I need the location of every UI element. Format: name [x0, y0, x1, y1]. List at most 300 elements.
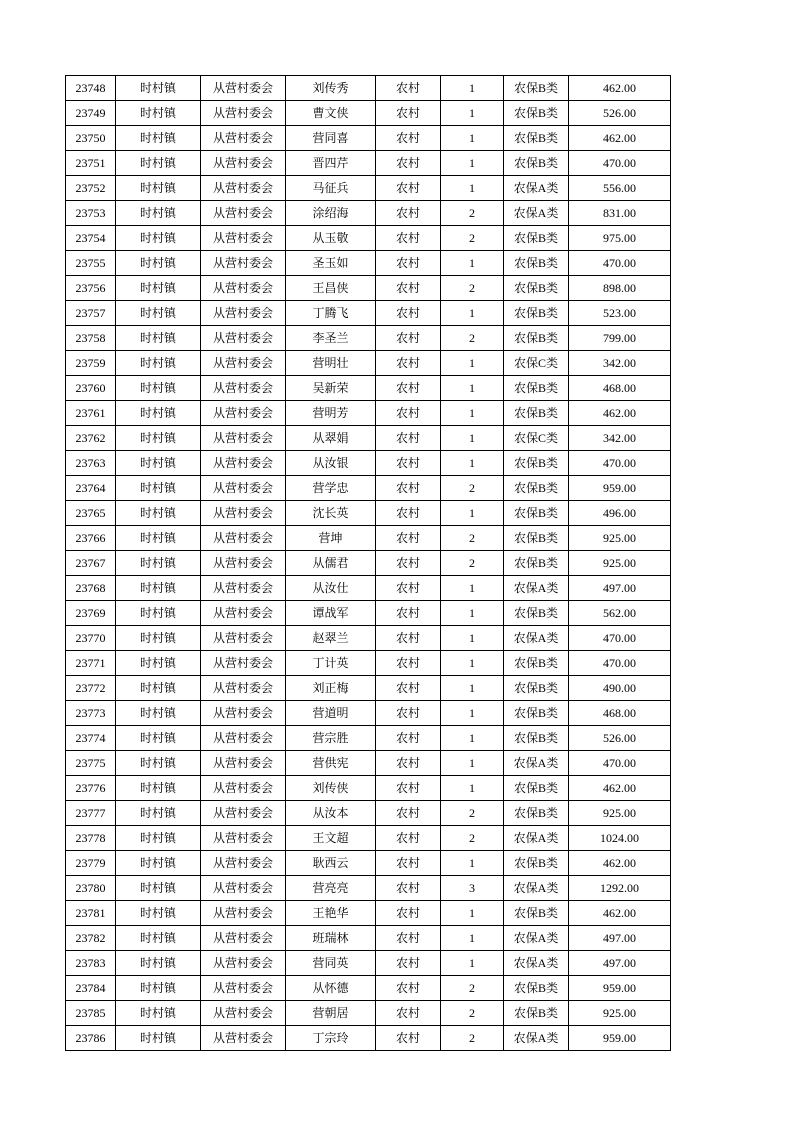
cell-village-committee: 从营村委会 [201, 426, 286, 451]
cell-serial-number: 23765 [66, 501, 116, 526]
cell-town: 时村镇 [116, 951, 201, 976]
cell-amount: 468.00 [569, 376, 671, 401]
cell-person-name: 丁腾飞 [286, 301, 376, 326]
cell-insurance-category: 农保A类 [504, 626, 569, 651]
cell-residence-type: 农村 [376, 301, 441, 326]
table-row [66, 676, 671, 701]
cell-serial-number: 23779 [66, 851, 116, 876]
cell-serial-number: 23774 [66, 726, 116, 751]
cell-village-committee: 从营村委会 [201, 201, 286, 226]
cell-insurance-category: 农保B类 [504, 901, 569, 926]
cell-person-count: 2 [441, 976, 504, 1001]
cell-serial-number: 23772 [66, 676, 116, 701]
cell-town: 时村镇 [116, 426, 201, 451]
cell-village-committee: 从营村委会 [201, 876, 286, 901]
cell-residence-type: 农村 [376, 201, 441, 226]
cell-serial-number: 23778 [66, 826, 116, 851]
cell-residence-type: 农村 [376, 426, 441, 451]
cell-person-name: 营宗胜 [286, 726, 376, 751]
cell-person-name: 营亮亮 [286, 876, 376, 901]
table-row [66, 901, 671, 926]
cell-serial-number: 23767 [66, 551, 116, 576]
cell-amount: 831.00 [569, 201, 671, 226]
cell-amount: 342.00 [569, 351, 671, 376]
cell-residence-type: 农村 [376, 101, 441, 126]
cell-village-committee: 从营村委会 [201, 276, 286, 301]
cell-insurance-category: 农保B类 [504, 476, 569, 501]
cell-insurance-category: 农保B类 [504, 126, 569, 151]
cell-amount: 1024.00 [569, 826, 671, 851]
cell-town: 时村镇 [116, 651, 201, 676]
cell-person-count: 1 [441, 601, 504, 626]
cell-serial-number: 23759 [66, 351, 116, 376]
cell-residence-type: 农村 [376, 801, 441, 826]
cell-insurance-category: 农保B类 [504, 326, 569, 351]
table-row [66, 701, 671, 726]
cell-village-committee: 从营村委会 [201, 226, 286, 251]
cell-insurance-category: 农保A类 [504, 201, 569, 226]
cell-town: 时村镇 [116, 326, 201, 351]
cell-insurance-category: 农保B类 [504, 551, 569, 576]
cell-insurance-category: 农保A类 [504, 576, 569, 601]
cell-person-count: 1 [441, 351, 504, 376]
table-row [66, 401, 671, 426]
cell-insurance-category: 农保B类 [504, 676, 569, 701]
cell-insurance-category: 农保B类 [504, 101, 569, 126]
cell-insurance-category: 农保B类 [504, 451, 569, 476]
cell-residence-type: 农村 [376, 826, 441, 851]
cell-village-committee: 从营村委会 [201, 701, 286, 726]
cell-residence-type: 农村 [376, 126, 441, 151]
cell-insurance-category: 农保B类 [504, 726, 569, 751]
cell-residence-type: 农村 [376, 276, 441, 301]
cell-insurance-category: 农保B类 [504, 776, 569, 801]
table-row [66, 751, 671, 776]
cell-person-name: 营供宪 [286, 751, 376, 776]
cell-serial-number: 23770 [66, 626, 116, 651]
cell-amount: 562.00 [569, 601, 671, 626]
cell-village-committee: 从营村委会 [201, 851, 286, 876]
cell-person-count: 1 [441, 426, 504, 451]
cell-residence-type: 农村 [376, 1001, 441, 1026]
cell-amount: 342.00 [569, 426, 671, 451]
cell-village-committee: 从营村委会 [201, 126, 286, 151]
cell-person-count: 2 [441, 801, 504, 826]
cell-person-name: 营朝居 [286, 1001, 376, 1026]
cell-town: 时村镇 [116, 451, 201, 476]
cell-serial-number: 23760 [66, 376, 116, 401]
cell-town: 时村镇 [116, 176, 201, 201]
cell-town: 时村镇 [116, 901, 201, 926]
cell-person-count: 1 [441, 951, 504, 976]
table-row [66, 551, 671, 576]
cell-amount: 1292.00 [569, 876, 671, 901]
cell-person-name: 营明壮 [286, 351, 376, 376]
cell-amount: 468.00 [569, 701, 671, 726]
cell-town: 时村镇 [116, 251, 201, 276]
cell-residence-type: 农村 [376, 901, 441, 926]
cell-town: 时村镇 [116, 76, 201, 101]
table-row [66, 976, 671, 1001]
cell-amount: 462.00 [569, 776, 671, 801]
cell-insurance-category: 农保B类 [504, 801, 569, 826]
cell-person-count: 3 [441, 876, 504, 901]
cell-village-committee: 从营村委会 [201, 676, 286, 701]
cell-residence-type: 农村 [376, 226, 441, 251]
cell-amount: 470.00 [569, 251, 671, 276]
cell-serial-number: 23756 [66, 276, 116, 301]
cell-residence-type: 农村 [376, 726, 441, 751]
table-row [66, 151, 671, 176]
cell-insurance-category: 农保B类 [504, 251, 569, 276]
cell-serial-number: 23771 [66, 651, 116, 676]
cell-insurance-category: 农保C类 [504, 426, 569, 451]
table-row [66, 476, 671, 501]
cell-village-committee: 从营村委会 [201, 1026, 286, 1051]
cell-serial-number: 23785 [66, 1001, 116, 1026]
cell-person-count: 1 [441, 651, 504, 676]
cell-person-name: 吴新荣 [286, 376, 376, 401]
cell-person-count: 1 [441, 376, 504, 401]
cell-residence-type: 农村 [376, 576, 441, 601]
cell-amount: 959.00 [569, 976, 671, 1001]
cell-person-name: 刘传秀 [286, 76, 376, 101]
cell-amount: 523.00 [569, 301, 671, 326]
cell-amount: 462.00 [569, 901, 671, 926]
cell-person-count: 1 [441, 751, 504, 776]
cell-amount: 497.00 [569, 576, 671, 601]
cell-insurance-category: 农保B类 [504, 76, 569, 101]
cell-serial-number: 23768 [66, 576, 116, 601]
cell-person-count: 2 [441, 476, 504, 501]
cell-town: 时村镇 [116, 926, 201, 951]
cell-residence-type: 农村 [376, 951, 441, 976]
cell-person-count: 2 [441, 276, 504, 301]
cell-amount: 925.00 [569, 1001, 671, 1026]
cell-amount: 556.00 [569, 176, 671, 201]
cell-town: 时村镇 [116, 476, 201, 501]
cell-amount: 470.00 [569, 151, 671, 176]
cell-residence-type: 农村 [376, 601, 441, 626]
cell-residence-type: 农村 [376, 501, 441, 526]
cell-serial-number: 23769 [66, 601, 116, 626]
table-body [66, 76, 671, 1051]
cell-amount: 925.00 [569, 551, 671, 576]
cell-person-name: 班瑞林 [286, 926, 376, 951]
cell-residence-type: 农村 [376, 776, 441, 801]
cell-person-name: 营同喜 [286, 126, 376, 151]
cell-amount: 799.00 [569, 326, 671, 351]
cell-insurance-category: 农保B类 [504, 851, 569, 876]
cell-town: 时村镇 [116, 151, 201, 176]
cell-insurance-category: 农保B类 [504, 376, 569, 401]
cell-amount: 470.00 [569, 651, 671, 676]
table-row [66, 951, 671, 976]
cell-town: 时村镇 [116, 976, 201, 1001]
cell-person-count: 1 [441, 451, 504, 476]
cell-amount: 497.00 [569, 926, 671, 951]
cell-person-name: 晋四芹 [286, 151, 376, 176]
cell-village-committee: 从营村委会 [201, 751, 286, 776]
table-row [66, 226, 671, 251]
cell-person-name: 赵翠兰 [286, 626, 376, 651]
cell-village-committee: 从营村委会 [201, 401, 286, 426]
cell-town: 时村镇 [116, 751, 201, 776]
cell-serial-number: 23749 [66, 101, 116, 126]
table-row [66, 851, 671, 876]
cell-serial-number: 23761 [66, 401, 116, 426]
cell-residence-type: 农村 [376, 526, 441, 551]
cell-person-count: 1 [441, 501, 504, 526]
cell-insurance-category: 农保B类 [504, 701, 569, 726]
cell-residence-type: 农村 [376, 401, 441, 426]
table-row [66, 576, 671, 601]
cell-village-committee: 从营村委会 [201, 801, 286, 826]
cell-village-committee: 从营村委会 [201, 301, 286, 326]
table-row [66, 776, 671, 801]
cell-serial-number: 23758 [66, 326, 116, 351]
cell-person-name: 营坤 [286, 526, 376, 551]
cell-person-count: 1 [441, 176, 504, 201]
cell-serial-number: 23780 [66, 876, 116, 901]
cell-person-name: 从汝本 [286, 801, 376, 826]
cell-insurance-category: 农保A类 [504, 951, 569, 976]
cell-village-committee: 从营村委会 [201, 351, 286, 376]
table-row [66, 126, 671, 151]
cell-village-committee: 从营村委会 [201, 601, 286, 626]
table-row [66, 651, 671, 676]
cell-amount: 462.00 [569, 76, 671, 101]
cell-person-count: 2 [441, 551, 504, 576]
cell-person-name: 营学忠 [286, 476, 376, 501]
cell-amount: 496.00 [569, 501, 671, 526]
cell-town: 时村镇 [116, 876, 201, 901]
cell-person-name: 从翠娟 [286, 426, 376, 451]
cell-person-count: 2 [441, 826, 504, 851]
cell-insurance-category: 农保A类 [504, 1026, 569, 1051]
cell-insurance-category: 农保A类 [504, 826, 569, 851]
cell-person-count: 1 [441, 576, 504, 601]
cell-person-name: 营明芳 [286, 401, 376, 426]
table-row [66, 501, 671, 526]
cell-serial-number: 23781 [66, 901, 116, 926]
table-row [66, 801, 671, 826]
table-row [66, 326, 671, 351]
cell-person-name: 王艳华 [286, 901, 376, 926]
cell-village-committee: 从营村委会 [201, 501, 286, 526]
cell-town: 时村镇 [116, 726, 201, 751]
cell-person-name: 丁宗玲 [286, 1026, 376, 1051]
cell-residence-type: 农村 [376, 851, 441, 876]
cell-serial-number: 23782 [66, 926, 116, 951]
table-row [66, 926, 671, 951]
cell-person-name: 马征兵 [286, 176, 376, 201]
cell-amount: 462.00 [569, 126, 671, 151]
cell-serial-number: 23763 [66, 451, 116, 476]
cell-village-committee: 从营村委会 [201, 576, 286, 601]
cell-town: 时村镇 [116, 776, 201, 801]
cell-insurance-category: 农保B类 [504, 401, 569, 426]
cell-serial-number: 23764 [66, 476, 116, 501]
cell-amount: 975.00 [569, 226, 671, 251]
cell-person-count: 1 [441, 701, 504, 726]
cell-amount: 462.00 [569, 851, 671, 876]
cell-residence-type: 农村 [376, 376, 441, 401]
cell-village-committee: 从营村委会 [201, 1001, 286, 1026]
cell-residence-type: 农村 [376, 351, 441, 376]
cell-person-name: 营道明 [286, 701, 376, 726]
cell-residence-type: 农村 [376, 476, 441, 501]
cell-insurance-category: 农保C类 [504, 351, 569, 376]
cell-person-count: 1 [441, 126, 504, 151]
cell-village-committee: 从营村委会 [201, 651, 286, 676]
cell-person-count: 1 [441, 901, 504, 926]
cell-person-count: 1 [441, 776, 504, 801]
cell-village-committee: 从营村委会 [201, 901, 286, 926]
cell-town: 时村镇 [116, 301, 201, 326]
cell-village-committee: 从营村委会 [201, 926, 286, 951]
cell-insurance-category: 农保B类 [504, 226, 569, 251]
cell-person-count: 1 [441, 926, 504, 951]
cell-insurance-category: 农保B类 [504, 301, 569, 326]
cell-person-count: 1 [441, 76, 504, 101]
cell-person-count: 1 [441, 726, 504, 751]
cell-residence-type: 农村 [376, 451, 441, 476]
cell-residence-type: 农村 [376, 651, 441, 676]
cell-amount: 526.00 [569, 726, 671, 751]
cell-town: 时村镇 [116, 351, 201, 376]
cell-serial-number: 23786 [66, 1026, 116, 1051]
cell-amount: 959.00 [569, 1026, 671, 1051]
cell-town: 时村镇 [116, 601, 201, 626]
table-row [66, 876, 671, 901]
table-row [66, 351, 671, 376]
cell-serial-number: 23762 [66, 426, 116, 451]
cell-residence-type: 农村 [376, 876, 441, 901]
cell-insurance-category: 农保A类 [504, 176, 569, 201]
cell-insurance-category: 农保A类 [504, 926, 569, 951]
cell-person-count: 1 [441, 401, 504, 426]
cell-person-count: 2 [441, 201, 504, 226]
cell-insurance-category: 农保A类 [504, 876, 569, 901]
cell-town: 时村镇 [116, 226, 201, 251]
cell-person-count: 2 [441, 326, 504, 351]
cell-insurance-category: 农保B类 [504, 501, 569, 526]
cell-town: 时村镇 [116, 201, 201, 226]
cell-village-committee: 从营村委会 [201, 776, 286, 801]
cell-person-name: 从怀德 [286, 976, 376, 1001]
cell-person-name: 涂绍海 [286, 201, 376, 226]
table-row [66, 101, 671, 126]
cell-amount: 959.00 [569, 476, 671, 501]
cell-amount: 470.00 [569, 751, 671, 776]
cell-serial-number: 23777 [66, 801, 116, 826]
cell-person-name: 从汝银 [286, 451, 376, 476]
cell-residence-type: 农村 [376, 176, 441, 201]
cell-town: 时村镇 [116, 101, 201, 126]
cell-person-name: 李圣兰 [286, 326, 376, 351]
cell-amount: 925.00 [569, 526, 671, 551]
cell-amount: 898.00 [569, 276, 671, 301]
cell-person-count: 1 [441, 301, 504, 326]
cell-person-name: 从玉敬 [286, 226, 376, 251]
cell-village-committee: 从营村委会 [201, 176, 286, 201]
cell-insurance-category: 农保B类 [504, 1001, 569, 1026]
cell-village-committee: 从营村委会 [201, 976, 286, 1001]
cell-town: 时村镇 [116, 501, 201, 526]
cell-person-name: 营同英 [286, 951, 376, 976]
cell-person-count: 2 [441, 1001, 504, 1026]
cell-serial-number: 23783 [66, 951, 116, 976]
records-table [65, 75, 671, 1051]
cell-amount: 470.00 [569, 451, 671, 476]
cell-town: 时村镇 [116, 276, 201, 301]
table-row [66, 201, 671, 226]
cell-person-name: 丁计英 [286, 651, 376, 676]
cell-amount: 497.00 [569, 951, 671, 976]
cell-person-count: 1 [441, 851, 504, 876]
cell-person-name: 圣玉如 [286, 251, 376, 276]
cell-person-count: 1 [441, 626, 504, 651]
cell-town: 时村镇 [116, 626, 201, 651]
cell-serial-number: 23775 [66, 751, 116, 776]
cell-town: 时村镇 [116, 126, 201, 151]
table-row [66, 526, 671, 551]
cell-town: 时村镇 [116, 701, 201, 726]
cell-village-committee: 从营村委会 [201, 626, 286, 651]
cell-amount: 490.00 [569, 676, 671, 701]
cell-village-committee: 从营村委会 [201, 451, 286, 476]
cell-town: 时村镇 [116, 801, 201, 826]
table-row [66, 826, 671, 851]
cell-serial-number: 23754 [66, 226, 116, 251]
cell-serial-number: 23784 [66, 976, 116, 1001]
table-row [66, 601, 671, 626]
cell-village-committee: 从营村委会 [201, 376, 286, 401]
cell-town: 时村镇 [116, 526, 201, 551]
cell-person-name: 从儒君 [286, 551, 376, 576]
cell-amount: 462.00 [569, 401, 671, 426]
table-row [66, 276, 671, 301]
table-row [66, 726, 671, 751]
cell-town: 时村镇 [116, 551, 201, 576]
cell-person-count: 1 [441, 151, 504, 176]
cell-town: 时村镇 [116, 401, 201, 426]
cell-residence-type: 农村 [376, 626, 441, 651]
table-row [66, 251, 671, 276]
cell-town: 时村镇 [116, 1001, 201, 1026]
cell-residence-type: 农村 [376, 751, 441, 776]
cell-person-name: 沈长英 [286, 501, 376, 526]
cell-village-committee: 从营村委会 [201, 551, 286, 576]
cell-residence-type: 农村 [376, 251, 441, 276]
cell-village-committee: 从营村委会 [201, 151, 286, 176]
table-row [66, 626, 671, 651]
cell-person-count: 1 [441, 676, 504, 701]
cell-serial-number: 23753 [66, 201, 116, 226]
cell-village-committee: 从营村委会 [201, 826, 286, 851]
cell-town: 时村镇 [116, 376, 201, 401]
table-row [66, 451, 671, 476]
cell-residence-type: 农村 [376, 1026, 441, 1051]
table-row [66, 301, 671, 326]
cell-person-count: 2 [441, 1026, 504, 1051]
cell-town: 时村镇 [116, 826, 201, 851]
cell-town: 时村镇 [116, 851, 201, 876]
cell-serial-number: 23755 [66, 251, 116, 276]
cell-residence-type: 农村 [376, 151, 441, 176]
cell-serial-number: 23773 [66, 701, 116, 726]
